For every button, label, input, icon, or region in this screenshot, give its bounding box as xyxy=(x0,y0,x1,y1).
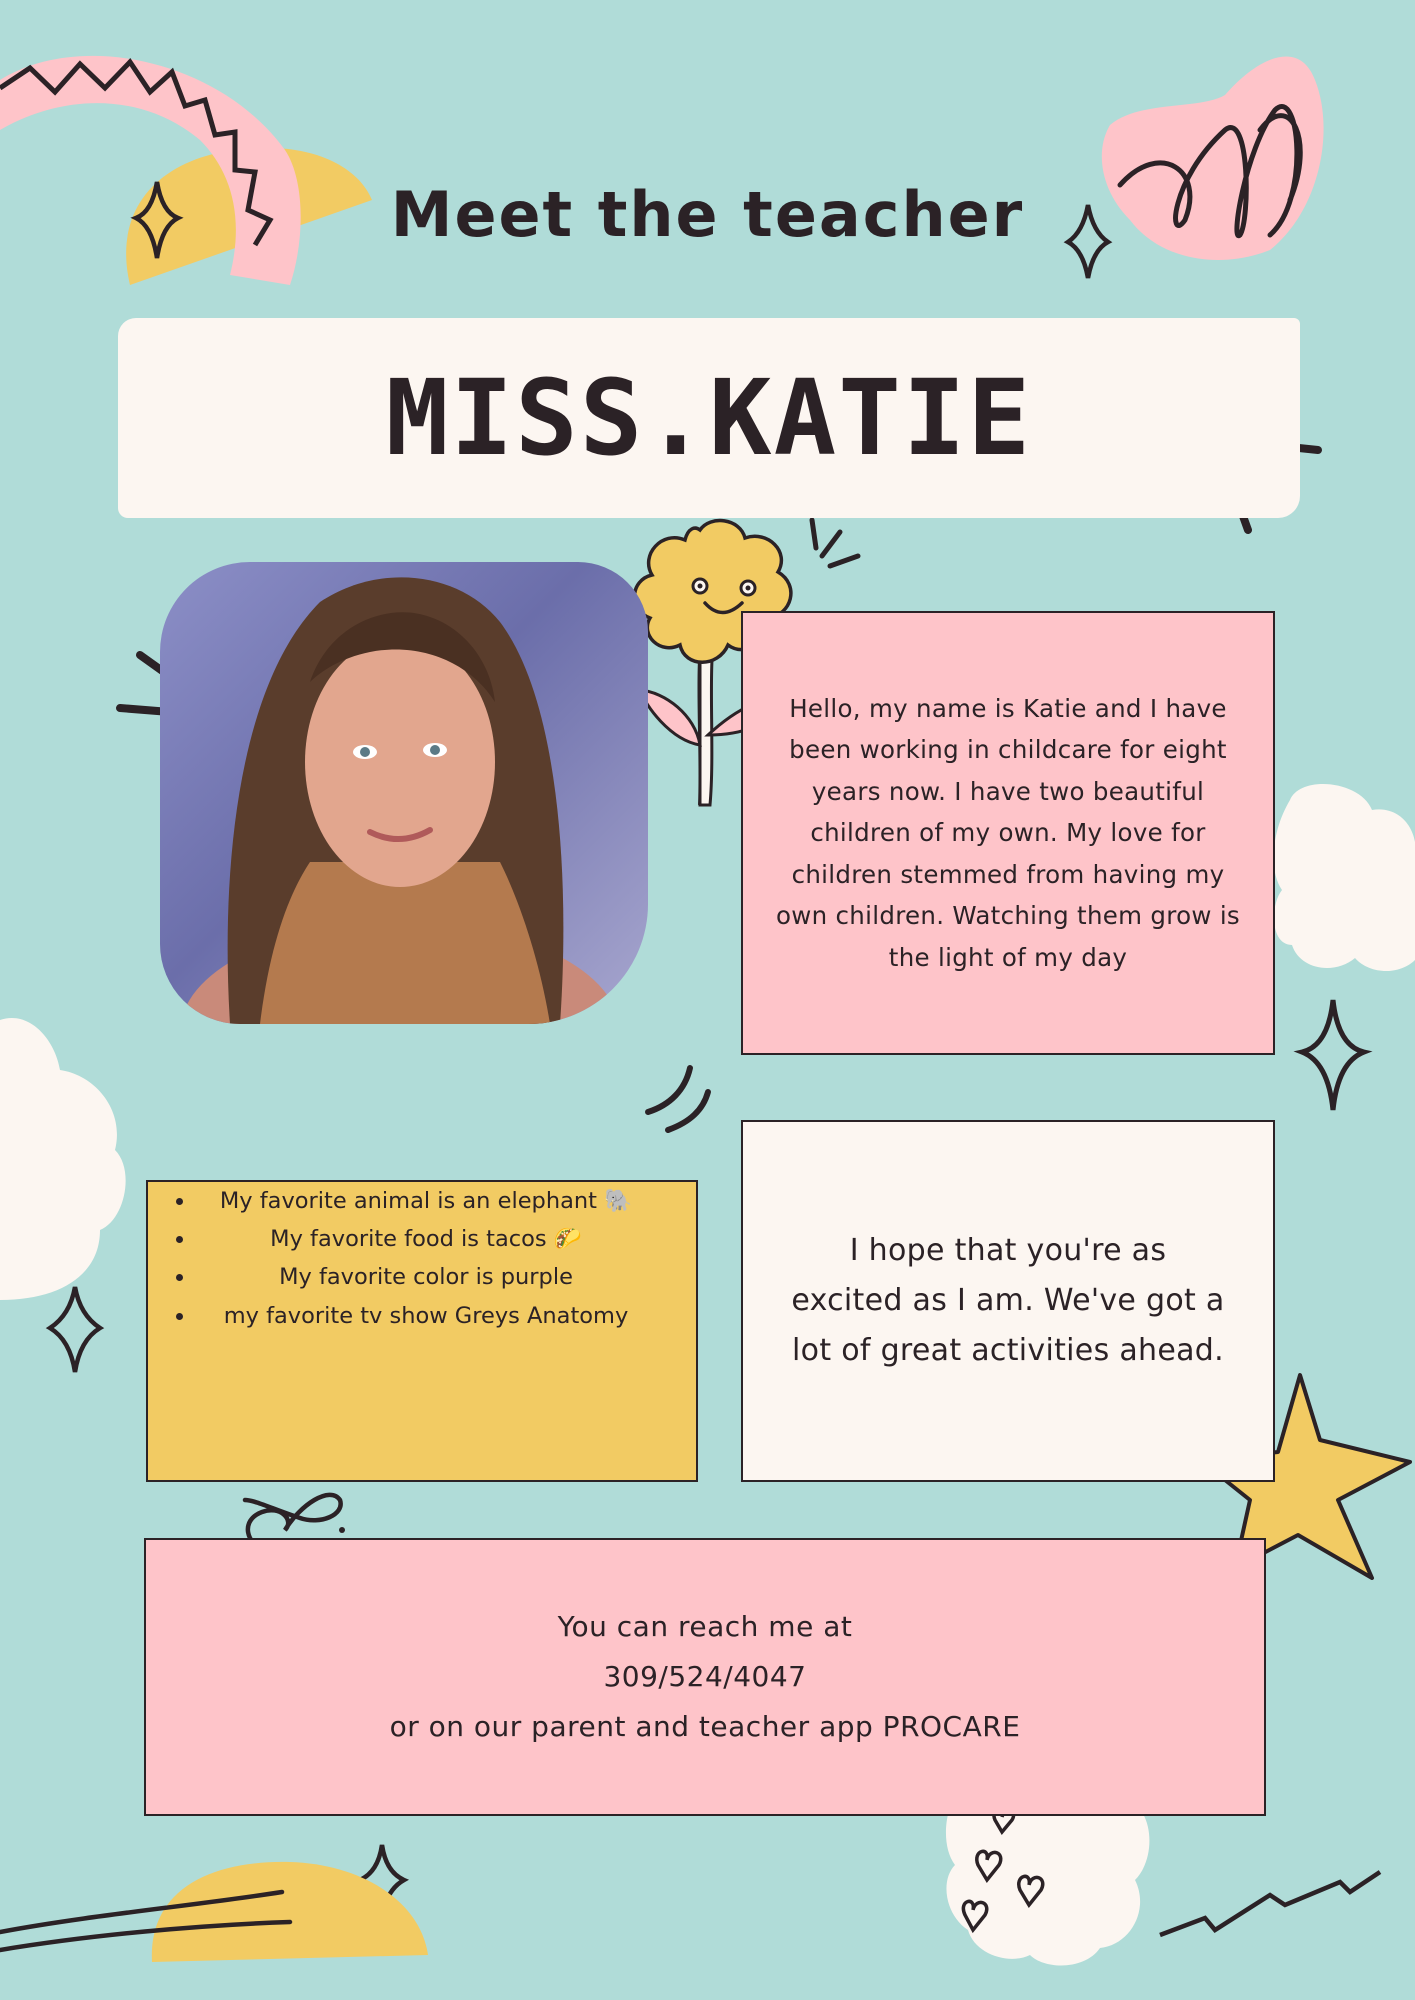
message-card xyxy=(741,1120,1275,1482)
teacher-name: MISS.KATIE xyxy=(385,357,1033,479)
cloud-left xyxy=(0,1018,126,1300)
favorites-list xyxy=(158,1182,686,1335)
yellow-blob-bottom-left xyxy=(152,1862,428,1962)
bio-card xyxy=(741,611,1275,1055)
name-banner xyxy=(118,318,1300,518)
list-item: • My favorite animal is an elephant 🐘 xyxy=(196,1182,686,1220)
bio-text: Hello, my name is Katie and I have been working in childcare for eight years now. I have two beautiful children of my own. My love for children stemmed from having my own children. Watching them grow is the light of my day xyxy=(775,693,1240,972)
contact-card xyxy=(144,1538,1266,1816)
contact-phone: 309/524/4047 xyxy=(603,1660,807,1693)
swoosh-lines xyxy=(648,1068,708,1130)
list-item: • My favorite color is purple xyxy=(196,1258,686,1296)
message-text: I hope that you're as excited as I am. We've got a lot of great activities ahead. xyxy=(791,1233,1225,1368)
list-item: • my favorite tv show Greys Anatomy xyxy=(196,1297,686,1335)
favorites-card xyxy=(146,1180,698,1482)
list-item: • My favorite food is tacos 🌮 xyxy=(196,1220,686,1258)
teacher-photo xyxy=(160,562,648,1024)
contact-app: or on our parent and teacher app PROCARE xyxy=(389,1710,1021,1743)
sparkle-icon xyxy=(50,1287,100,1372)
sparkle-icon xyxy=(1302,1000,1364,1110)
cloud-right xyxy=(1274,784,1415,971)
page-title: Meet the teacher xyxy=(390,178,1025,251)
burst-lines xyxy=(812,520,858,566)
contact-intro: You can reach me at xyxy=(557,1610,853,1643)
flower-leaf xyxy=(640,690,700,745)
zigzag-line xyxy=(1160,1872,1380,1935)
portrait-image xyxy=(160,562,648,1024)
